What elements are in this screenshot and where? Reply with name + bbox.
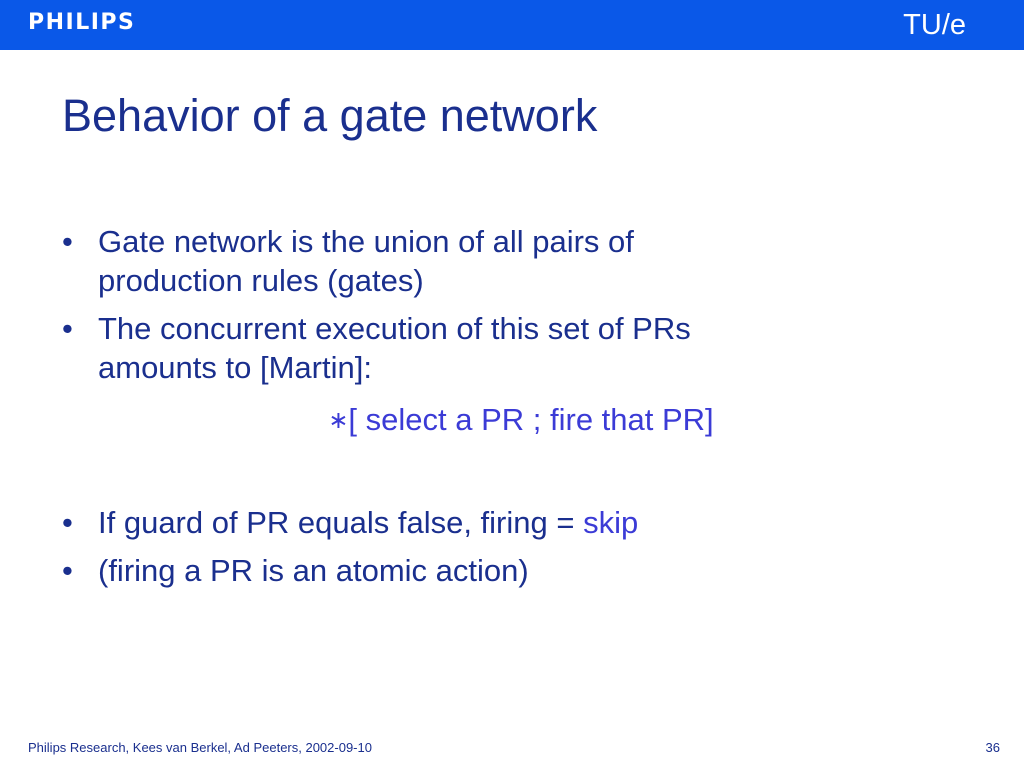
bullet-item bbox=[62, 503, 962, 542]
bullet-list-2 bbox=[62, 503, 962, 599]
page-number: 36 bbox=[985, 740, 1000, 755]
bullet-text-line: The concurrent execution of this set of PRs bbox=[98, 311, 691, 346]
bullet-text-line: Gate network is the union of all pairs of bbox=[98, 224, 634, 259]
bullet-marker: • bbox=[62, 553, 73, 588]
bullet-item bbox=[62, 551, 962, 590]
bullet-text-line: production rules (gates) bbox=[98, 263, 424, 298]
tue-logo: TU/e bbox=[903, 9, 966, 41]
bullet-text-line: amounts to [Martin]: bbox=[98, 350, 372, 385]
slide-title: Behavior of a gate network bbox=[62, 90, 598, 141]
repetition-star-icon: ∗ bbox=[328, 406, 349, 434]
bullet-text: If guard of PR equals false, firing = bbox=[98, 505, 584, 540]
header-bar bbox=[0, 0, 1024, 50]
bullet-marker: • bbox=[62, 311, 73, 346]
philips-logo: PHILIPS bbox=[28, 10, 136, 35]
formula-line bbox=[0, 400, 1024, 440]
footer-credit: Philips Research, Kees van Berkel, Ad Peeters, 2002-09-10 bbox=[28, 740, 372, 755]
bullet-text: (firing a PR is an atomic action) bbox=[98, 553, 529, 588]
bullet-marker: • bbox=[62, 505, 73, 540]
formula-text: [ select a PR ; fire that PR] bbox=[348, 402, 714, 437]
bullet-item bbox=[62, 222, 962, 300]
bullet-item bbox=[62, 309, 962, 387]
skip-keyword: skip bbox=[583, 505, 639, 540]
bullet-marker: • bbox=[62, 224, 73, 259]
bullet-list bbox=[62, 222, 962, 396]
